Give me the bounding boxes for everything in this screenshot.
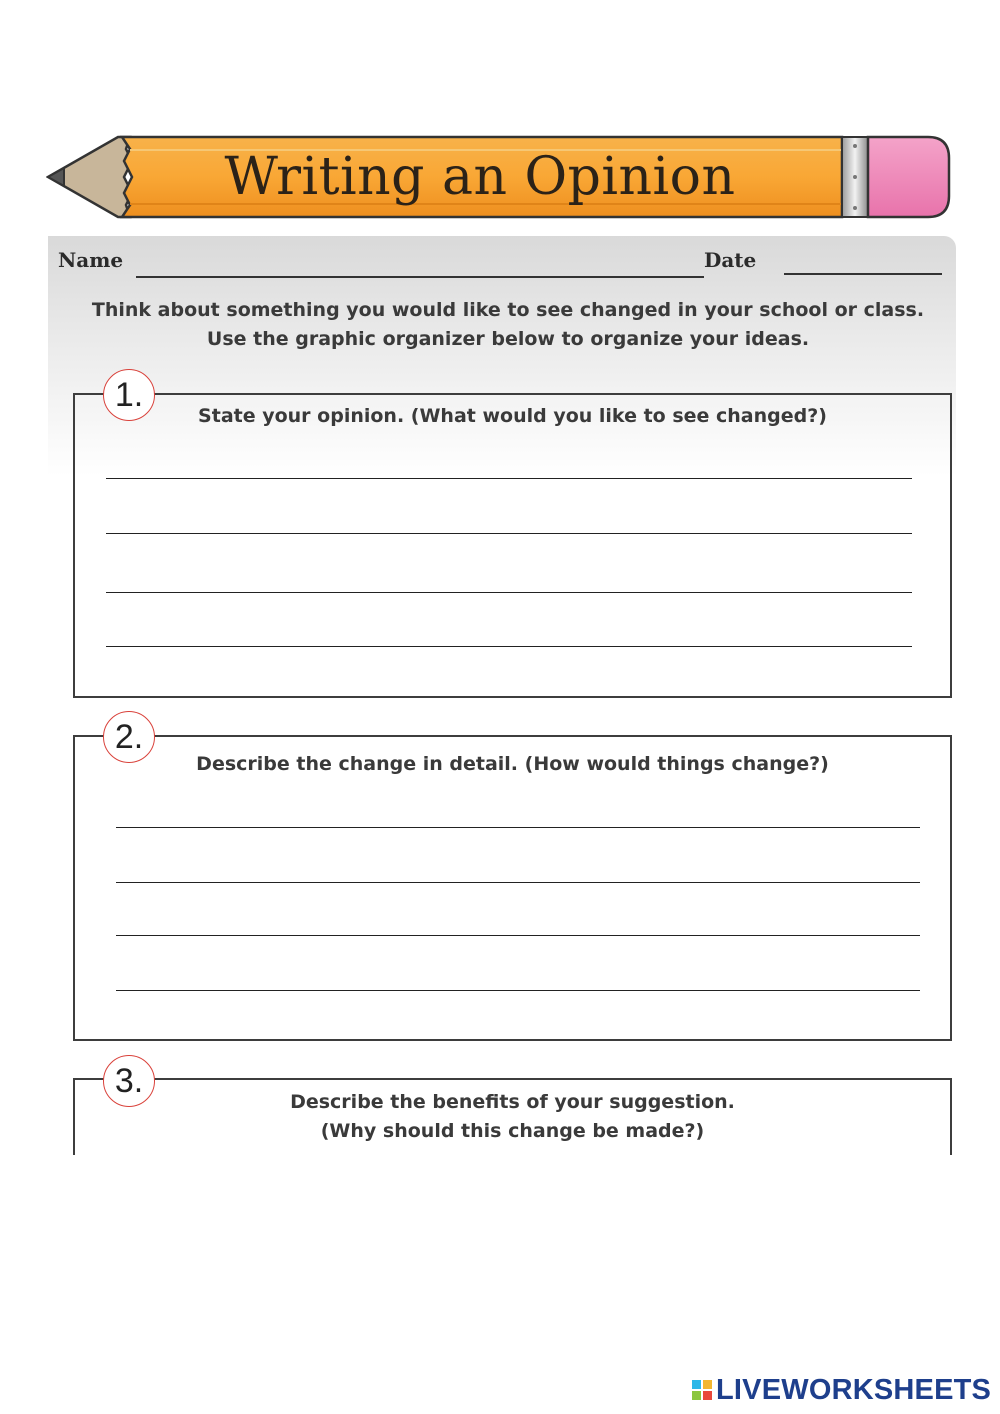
date-field[interactable] [784, 273, 942, 275]
section-3-prompt-line-2: (Why should this change be made?) [320, 1120, 705, 1142]
section-1-prompt: State your opinion. (What would you like to see changed?) [198, 405, 827, 427]
worksheet-title: Writing an Opinion [224, 147, 736, 207]
answer-line[interactable] [116, 882, 920, 883]
section-1-number: 1. [103, 369, 155, 421]
liveworksheets-brand[interactable] [692, 1374, 991, 1406]
instructions-line-1: Think about something you would like to see changed in your school or class. [91, 299, 925, 321]
section-2-prompt: Describe the change in detail. (How would things change?) [196, 753, 829, 775]
section-3-number: 3. [103, 1055, 155, 1107]
answer-line[interactable] [106, 646, 912, 647]
name-label: Name [58, 248, 124, 272]
answer-line[interactable] [106, 478, 912, 479]
answer-line[interactable] [116, 935, 920, 936]
section-2-number: 2. [103, 711, 155, 763]
section-3-prompt-line-1: Describe the benefits of your suggestion. [290, 1091, 735, 1113]
section-3-prompt [140, 1088, 885, 1146]
answer-line[interactable] [106, 533, 912, 534]
answer-line[interactable] [116, 827, 920, 828]
section-1-box [73, 393, 952, 698]
date-label: Date [704, 248, 757, 272]
answer-line[interactable] [116, 990, 920, 991]
section-2-box [73, 735, 952, 1041]
instructions-line-2: Use the graphic organizer below to organize your ideas. [206, 328, 810, 350]
instructions [48, 296, 968, 354]
liveworksheets-logo-icon [692, 1380, 712, 1400]
name-field[interactable] [136, 276, 704, 278]
brand-text: LIVEWORKSHEETS [716, 1373, 992, 1406]
answer-line[interactable] [106, 592, 912, 593]
